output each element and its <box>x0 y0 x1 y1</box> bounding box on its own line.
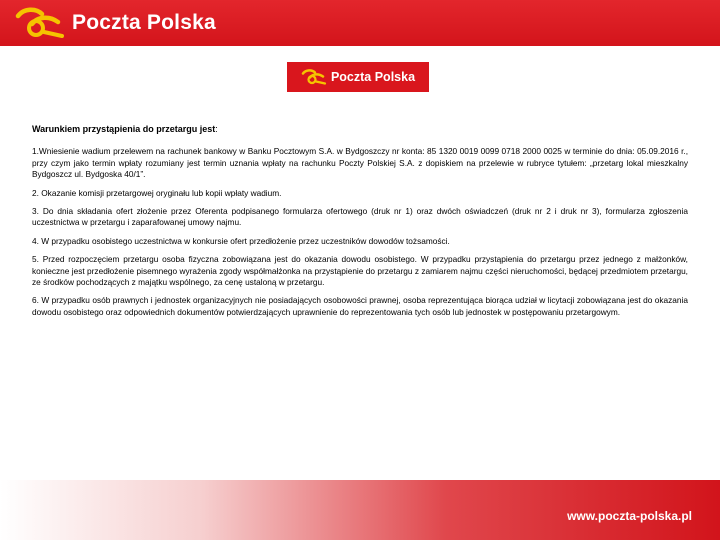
website-url: www.poczta-polska.pl <box>567 509 692 523</box>
brand-name: Poczta Polska <box>72 11 216 34</box>
requirement-item: 3. Do dnia składania ofert złożenie przez Oferenta podpisanego formularza ofertowego (druk nr 1) oraz dwóch oświadczeń (druk nr 2 i druk nr 3), formularza zgłoszenia uczestnictwa w przetargu i zaparafowanej umowy najmu. <box>32 206 688 228</box>
requirement-item: 2. Okazanie komisji przetargowej oryginału lub kopii wpłaty wadium. <box>32 187 282 198</box>
footer-bar <box>0 480 720 540</box>
post-horn-icon <box>14 6 66 40</box>
section-heading: Warunkiem przystąpienia do przetargu jest: <box>32 124 218 134</box>
center-logo-name: Poczta Polska <box>330 70 416 84</box>
header-bar <box>0 0 720 46</box>
requirement-item: 1.Wniesienie wadium przelewem na rachunek bankowy w Banku Pocztowym S.A. w Bydgoszczy nr konta: 85 1320 0019 0099 0718 2000 0025 w terminie do dnia: 05.09.2016 r., przy czym jako termin wpłaty rozumiany jest termin uznania wpłaty na rachunku Poczty Polskiej S.A. z dopiskiem na przelewie w rubryce tytułem: „przetarg lokal mieszkalny Bydgoszcz ul. Bydgoska 40/1”. <box>32 146 688 180</box>
document-body <box>32 124 688 325</box>
header-logo <box>14 6 216 40</box>
post-horn-icon <box>301 67 327 87</box>
requirement-item: 5. Przed rozpoczęciem przetargu osoba fizyczna zobowiązana jest do okazania dowodu osobistego. W przypadku przystąpienia do przetargu przez jednego z małżonków, konieczne jest przedłożenie pisemnego wyrażenia zgody współmałżonka na przystąpienie do przetargu z zamiarem najmu części nieruchomości, będącej przedmiotem przetargu, ze środków pochodzących z majątku wspólnego, za cenę ustaloną w przetargu. <box>32 254 688 288</box>
requirement-item: 6. W przypadku osób prawnych i jednostek organizacyjnych nie posiadających osobowości prawnej, osoba reprezentująca biorąca udział w licytacji zobowiązana jest do okazania dowodu osobistego oraz odpowiednich dokumentów potwierdzających uprawnienie do reprezentowania tych osób lub jednostek w postępowaniu przetargowym. <box>32 295 688 317</box>
center-logo <box>287 62 429 92</box>
requirement-item: 4. W przypadku osobistego uczestnictwa w konkursie ofert przedłożenie przez uczestników dowodów tożsamości. <box>32 235 450 246</box>
